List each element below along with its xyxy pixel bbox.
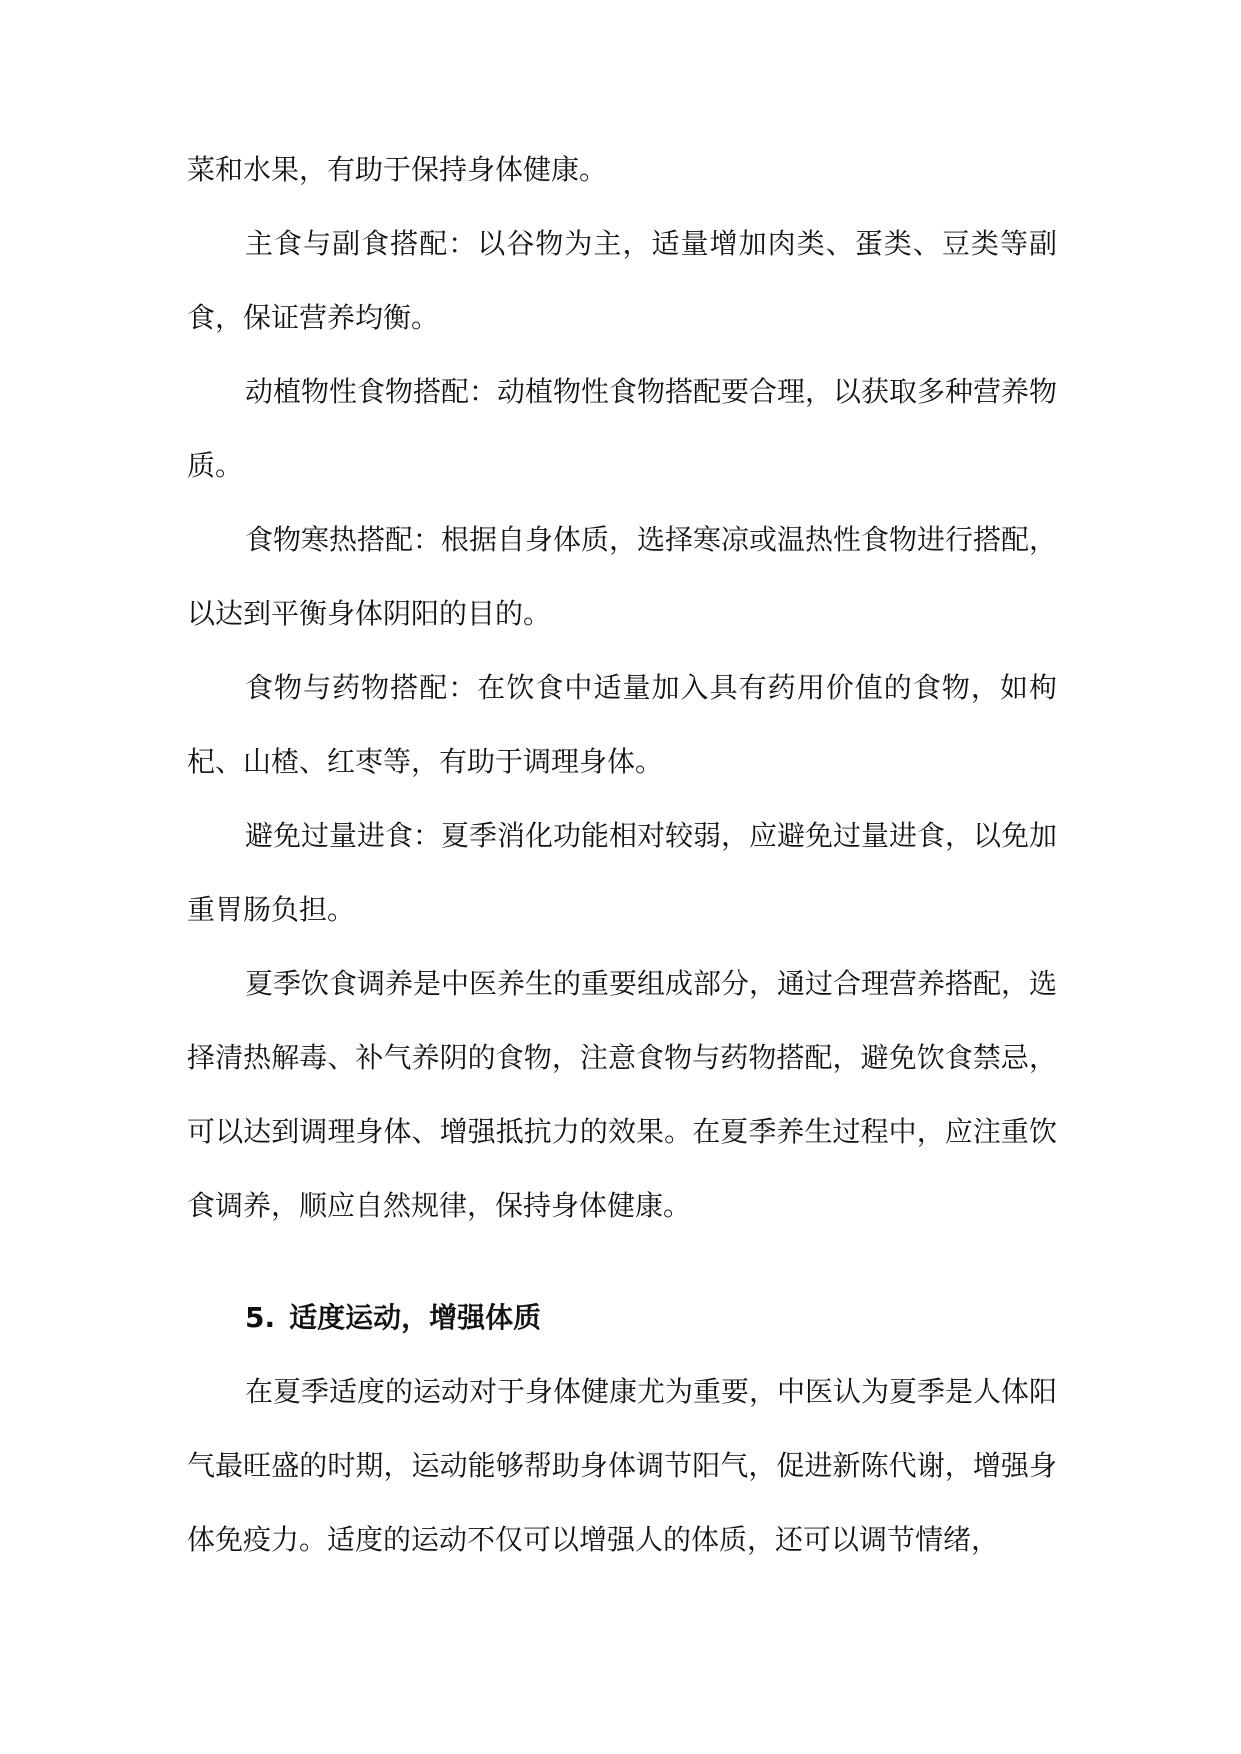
- paragraph-staple-food: 主食与副食搭配：以谷物为主，适量增加肉类、蛋类、豆类等副食，保证营养均衡。: [187, 227, 1057, 334]
- paragraph-cold-hot-food: 食物寒热搭配：根据自身体质，选择寒凉或温热性食物进行搭配，以达到平衡身体阴阳的目的。: [187, 523, 1058, 630]
- paragraph-plant-animal-food: 动植物性食物搭配：动植物性食物搭配要合理，以获取多种营养物质。: [187, 375, 1058, 482]
- section-heading: [187, 1243, 1057, 1355]
- paragraph-summary: 夏季饮食调养是中医养生的重要组成部分，通过合理营养搭配，选择清热解毒、补气养阴的食物，注意食物与药物搭配，避免饮食禁忌，可以达到调理身体、增强抵抗力的效果。在夏季养生过程中，应注重饮食调养，顺应自然规律，保持身体健康。: [187, 967, 1058, 1222]
- paragraph-food-medicine: 食物与药物搭配：在饮食中适量加入具有药用价值的食物，如枸杞、山楂、红枣等，有助于调理身体。: [187, 671, 1057, 778]
- section-number: 5.: [245, 1301, 276, 1334]
- paragraph-continuation: 菜和水果，有助于保持身体健康。: [187, 153, 608, 186]
- paragraph-avoid-overeating: 避免过量进食：夏季消化功能相对较弱，应避免过量进食，以免加重胃肠负担。: [187, 819, 1058, 926]
- document-body: [187, 133, 1057, 1577]
- section-title: 适度运动，增强体质: [289, 1301, 542, 1334]
- paragraph-exercise: 在夏季适度的运动对于身体健康尤为重要，中医认为夏季是人体阳气最旺盛的时期，运动能够帮助身体调节阳气，促进新陈代谢，增强身体免疫力。适度的运动不仅可以增强人的体质，还可以调节情绪，: [187, 1375, 1058, 1556]
